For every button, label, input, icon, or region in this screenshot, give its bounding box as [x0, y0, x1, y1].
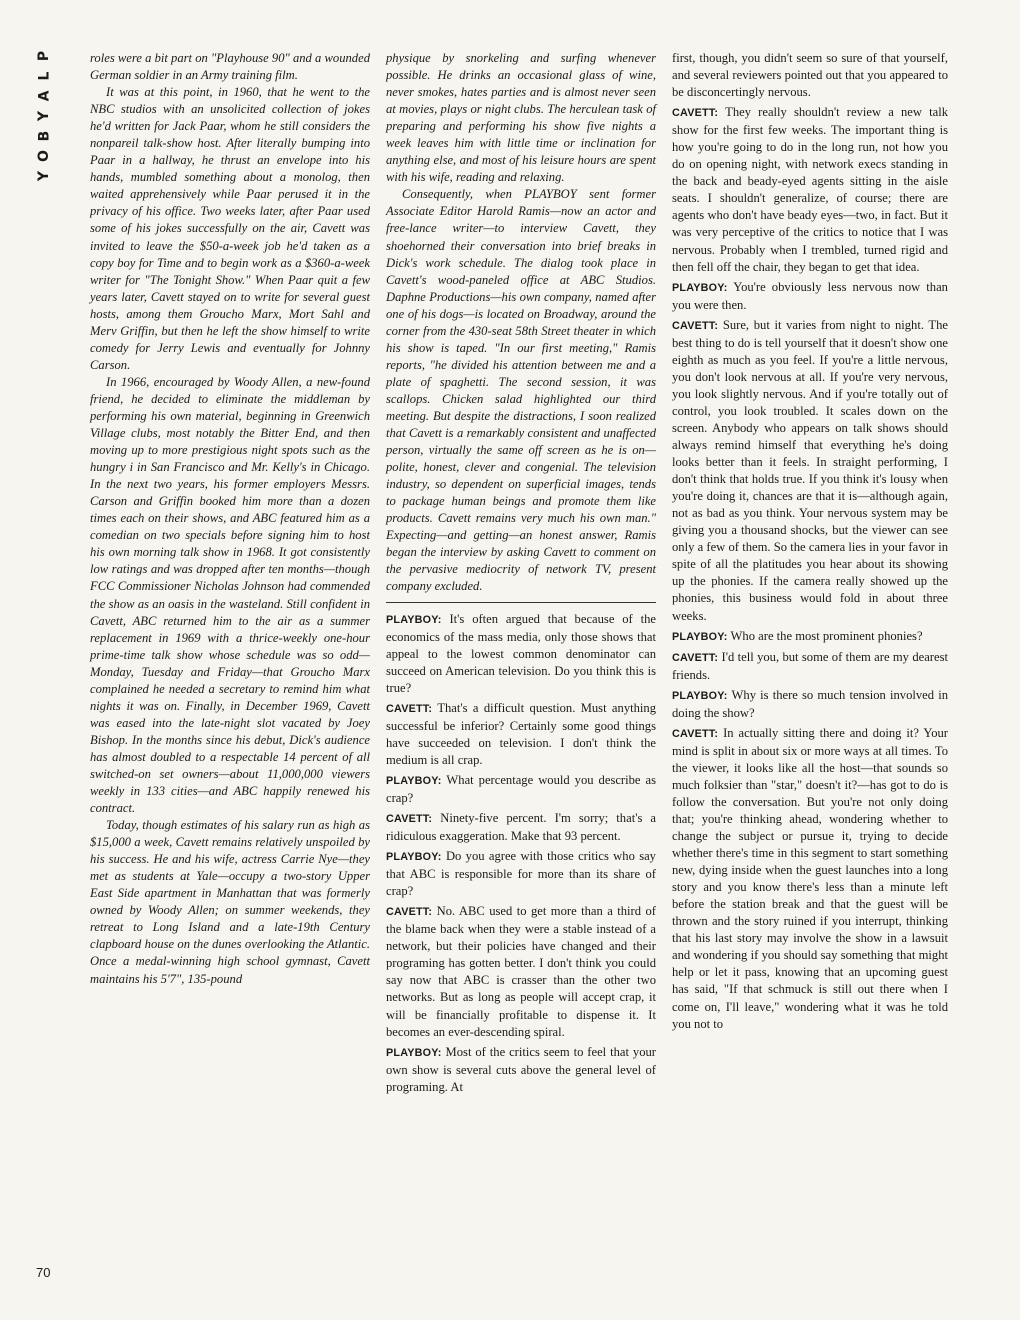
side-label-letter: Y — [35, 110, 52, 122]
speaker-label: PLAYBOY: — [386, 613, 442, 626]
speaker-text: Most of the critics seem to feel that your own show is several cuts above the general level of programing. At — [386, 1044, 656, 1094]
intro-paragraph: roles were a bit part on "Playhouse 90" and a wounded German soldier in an Army training film. — [90, 51, 370, 83]
speaker-text: Ninety-five percent. I'm sorry; that's a ridiculous exaggeration. Make that 93 percent. — [386, 811, 656, 844]
section-divider — [386, 602, 656, 603]
speaker-text: That's a difficult question. Must anything successful be inferior? Certainly some good things have succeeded on television. I don't think the medium is all crap. — [386, 700, 656, 767]
interview-exchange — [386, 903, 656, 1040]
intro-continued — [386, 50, 656, 596]
interview-exchange — [386, 772, 656, 807]
interview-exchange — [672, 317, 948, 625]
interview-exchange — [386, 1044, 656, 1096]
question-continuation: first, though, you didn't seem so sure of that yourself, and several reviewers pointed out that you appeared to be disconcertingly nervous. — [672, 51, 948, 100]
interview-exchange — [386, 848, 656, 900]
speaker-text: You're obviously less nervous now than you were then. — [672, 279, 948, 312]
side-label-letter: L — [35, 71, 52, 81]
side-label-letter: A — [36, 90, 52, 102]
magazine-side-label — [33, 46, 55, 186]
speaker-text: Who are the most prominent phonies? — [730, 628, 923, 643]
speaker-label: PLAYBOY: — [672, 630, 728, 643]
intro-paragraph: physique by snorkeling and surfing whenever possible. He drinks an occasional glass of wine, never smokes, hates parties and is almost never seen at movies, plays or night clubs. The herculean task of preparing and performing his show five nights a week leaves him with little time or inclination for anything else, and most of his leisure hours are spent with his wife, reading and relaxing. — [386, 51, 656, 185]
page-number: 70 — [36, 1265, 51, 1280]
speaker-label: CAVETT: — [386, 906, 433, 919]
interview-exchange — [386, 810, 656, 845]
speaker-text: Do you agree with those critics who say that ABC is responsible for more than its share of crap? — [386, 849, 656, 899]
side-label-letter: B — [35, 130, 52, 142]
speaker-text: They really shouldn't review a new talk show for the first few weeks. The important thing is how you're going to do in the long run, not how you do on opening night, with network execs standing in the back and beady-eyed agents sitting in the aisle seats. I shouldn't generalize, of course; there are agents who don't have beady eyes—two, in fact. But it was very perceptive of the critics to notice that I was nervous. Probably when I trembled, turned rigid and then fell off the chair, they began to get that idea. — [672, 105, 948, 274]
speaker-label: CAVETT: — [672, 651, 719, 664]
speaker-text: Why is there so much tension involved in doing the show? — [672, 687, 949, 720]
speaker-text: What percentage would you describe as crap? — [386, 772, 657, 805]
column-1 — [90, 50, 370, 988]
speaker-label: PLAYBOY: — [672, 281, 728, 294]
interview-qa — [386, 611, 656, 1096]
speaker-text: Sure, but it varies from night to night. The best thing to do is tell yourself that it doesn't show one eighth as much as you feel. If you're a little nervous, you don't look nervous at all. If you're very nervous, you look slightly nervous. And if you're totally out of control, you look troubled. It scales down on the screen. Anybody who appears on talk shows should always remind himself that everything he's doing looks better than it feels. In straight performing, I don't think that holds true. If you think it's lousy when you're doing it, chances are that it is—although again, not as bad as you think. Your nervous system may be giving you a thousand shocks, but the viewer can see only a few of them. So the camera lies in your favor in spite of all the platitudes you hear about its showing up the phonies. If the camera really showed up the phonies, this business would fold in about three weeks. — [672, 317, 948, 623]
interview-qa — [672, 50, 948, 1033]
interview-exchange — [672, 104, 948, 275]
speaker-label: PLAYBOY: — [386, 1046, 442, 1059]
interview-exchange — [672, 649, 948, 684]
intro-paragraph: Consequently, when PLAYBOY sent former Associate Editor Harold Ramis—now an actor and free-lance writer—to interview Cavett, they shoehorned their conversation into brief breaks in Dick's work schedule. The dialog took place in Cavett's wood-paneled office at ABC Studios. Daphne Productions—his own company, named after one of his dogs—is located on Broadway, around the corner from the 430-seat 58th Street theater in which his show is taped. "In our first meeting," Ramis reports, "he divided his attention between me and a plate of spaghetti. The second session, it was scallops. Chicken salad highlighted our third meeting. But despite the distractions, I soon realized that Cavett is a remarkably consistent and unaffected person, virtually the same off screen as he is on—polite, honest, clever and congenial. The television industry, so dependent on superficial images, tends to package human beings and promote them like products. Cavett remains very much his own man." Expecting—and getting—an honest answer, Ramis began the interview by asking Cavett to comment on the pervasive mediocrity of network TV, present company excluded. — [386, 187, 656, 594]
side-label-letter: Y — [35, 170, 52, 182]
speaker-text: No. ABC used to get more than a third of the blame back when they were a stable instead of a network, but their policies have changed and their programing has gotten better. I don't think you could say now that ABC is crasser than the other two networks. But as long as people will accept crap, it will be financially profitable to dispense it. It becomes an ever-descending spiral. — [386, 904, 656, 1039]
speaker-label: PLAYBOY: — [672, 689, 728, 702]
intro-paragraph: Today, though estimates of his salary run as high as $15,000 a week, Cavett remains relatively unspoiled by his success. He and his wife, actress Carrie Nye—they met as students at Yale—occupy a two-story Upper East Side apartment in Manhattan that was formerly owned by Woody Allen; on summer weekends, they retreat to Long Island and a late-19th Century clapboard house on the dunes overlooking the Atlantic. Once a medal-winning high school gymnast, Cavett maintains his 5'7", 135-pound — [90, 818, 370, 986]
interview-exchange — [386, 611, 656, 697]
interview-exchange — [672, 687, 948, 722]
speaker-label: CAVETT: — [672, 107, 719, 120]
speaker-text: It's often argued that because of the economics of the mass media, only those shows that appeal to the lowest common denominator can succeed on American television. Do you think this is true? — [386, 611, 656, 695]
speaker-text: In actually sitting there and doing it? Your mind is split in about six or more ways at all times. To the viewer, it looks like all the host—that sounds so much folksier than "star," doesn't it?—has got to do is follow the conversation. But you're not only doing that; you're thinking ahead, wondering whether to change the subject or pursue it, trying to decide whether there's time in this segment to start something new, dying inside when the guest launches into a long story and you know there's less than a minute left before the station break and that the guest will be thrown and the story ruined if you interrupt, thinking that his last story may involve the show in a lawsuit and wondering if you should say something that might help or let it pass, knowing that an upcoming guest has said, "If that schmuck is still out there when I come on, I'll leave," wondering what it was he told you not to — [672, 725, 948, 1031]
column-2 — [386, 50, 656, 1099]
interview-exchange — [672, 628, 948, 646]
speaker-label: CAVETT: — [386, 702, 433, 715]
speaker-label: PLAYBOY: — [386, 851, 442, 864]
speaker-label: CAVETT: — [672, 727, 719, 740]
side-label-letter: P — [35, 50, 52, 62]
speaker-label: PLAYBOY: — [386, 774, 442, 787]
interview-exchange — [386, 700, 656, 769]
speaker-label: CAVETT: — [386, 813, 433, 826]
intro-paragraph: It was at this point, in 1960, that he went to the NBC studios with an unsolicited collection of jokes he'd written for Jack Paar, whom he still considers the nonpareil talk-show host. After literally bumping into Paar in a hallway, he thrust an envelope into his hands, mumbled something about a monolog, then waited apprehensively while Paar perused it in the privacy of his office. Two weeks later, after Paar used some of his jokes successfully on the air, Cavett was invited to leave the $50-a-week job he'd taken as a copy boy for Time and to begin work as a $360-a-week writer for "The Tonight Show." When Paar quit a few years later, Cavett stayed on to write for several guest hosts, among them Groucho Marx, Mort Sahl and Merv Griffin, but then he left the show himself to write comedy for Jerry Lewis and eventually for Johnny Carson. — [90, 85, 370, 372]
interview-exchange — [672, 279, 948, 314]
interview-exchange — [672, 725, 948, 1033]
intro-paragraph: In 1966, encouraged by Woody Allen, a new-found friend, he decided to eliminate the middleman by performing his own material, beginning in Greenwich Village clubs, most notably the Bitter End, and then moving up to more prestigious night spots such as the hungry i in San Francisco and Mr. Kelly's in Chicago. In the next two years, his former employers Messrs. Carson and Griffin booked him more than a dozen times each on their shows, and ABC featured him as a comedian on two specials before signing him to host his own morning talk show in 1968. It got consistently low ratings and was dropped after ten months—though FCC Commissioner Nicholas Johnson had commended the show as an oasis in the wasteland. Still confident in Cavett, ABC returned him to the air as a summer replacement in 1969 with a thrice-weekly one-hour prime-time talk show whose schedule was so odd—Monday, Tuesday and Friday—that Groucho Marx complained he needed a secretary to remind him what nights it was on. Finally, in December 1969, Cavett was eased into the late-night slot vacated by Joey Bishop. In the months since his debut, Dick's audience has almost doubled to a respectable 14 percent of all switched-on set owners—about 11,000,000 viewers weekly in 133 cities—and ABC happily renewed his contract. — [90, 374, 370, 816]
speaker-text: I'd tell you, but some of them are my dearest friends. — [672, 649, 948, 682]
column-3 — [672, 50, 948, 1036]
speaker-label: CAVETT: — [672, 319, 719, 332]
side-label-letter: O — [36, 150, 52, 162]
